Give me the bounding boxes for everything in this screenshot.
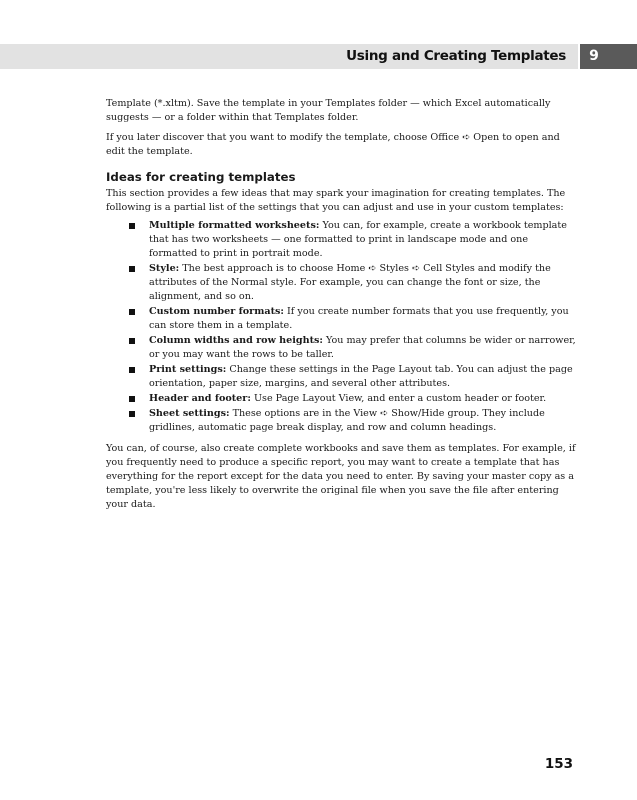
page-body: [106, 97, 578, 518]
list-item: [106, 334, 578, 362]
paragraph-closing: You can, of course, also create complete workbooks and save them as templates. For example, if you frequently need to produce a specific report, you may want to create a template that has everything for the report except for the data you need to enter. By saving your master copy as a template, you're less likely to overwrite the original file when you save the file after entering your data.: [106, 443, 576, 510]
list-item: [106, 305, 578, 333]
bullet-text: Change these settings in the Page Layout tab. You can adjust the page orientation, paper size, margins, and several other attributes.: [149, 364, 573, 389]
bullet-term: Custom number formats:: [149, 306, 284, 317]
section-heading: Ideas for creating templates: [106, 170, 296, 184]
list-item: [106, 392, 578, 406]
bullet-term: Header and footer:: [149, 393, 251, 404]
list-item: [106, 262, 578, 304]
bullet-square-icon: [129, 309, 135, 315]
bullet-term: Multiple formatted worksheets:: [149, 220, 320, 231]
paragraph-modify-template: If you later discover that you want to modify the template, choose Office ➪ Open to open and edit the template.: [106, 132, 560, 157]
bullet-square-icon: [129, 223, 135, 229]
bullet-square-icon: [129, 338, 135, 344]
bullet-text: Use Page Layout View, and enter a custom header or footer.: [250, 393, 547, 404]
list-item: [106, 363, 578, 391]
chapter-number: 9: [589, 48, 599, 64]
bullet-square-icon: [129, 396, 135, 402]
bullet-square-icon: [129, 266, 135, 272]
list-item: [106, 219, 578, 261]
bullet-term: Style:: [149, 263, 180, 274]
running-header-title: Using and Creating Templates: [346, 48, 566, 64]
bullet-term: Column widths and row heights:: [149, 335, 323, 346]
bullet-term: Print settings:: [149, 364, 227, 375]
bullet-text: If you create number formats that you use frequently, you can store them in a template.: [149, 306, 569, 331]
paragraph-save-template: Template (*.xltm). Save the template in your Templates folder — which Excel automatically suggests — or a folder within that Templates folder.: [106, 98, 551, 123]
bullet-text: The best approach is to choose Home ➪ Styles ➪ Cell Styles and modify the attributes of the Normal style. For example, you can change the font or size, the alignment, and so on.: [149, 263, 551, 302]
paragraph-intro: This section provides a few ideas that may spark your imagination for creating templates. The following is a partial list of the settings that you can adjust and use in your custom templates:: [106, 188, 566, 213]
bullet-text: You may prefer that columns be wider or narrower, or you may want the rows to be taller.: [149, 335, 576, 360]
bullet-square-icon: [129, 411, 135, 417]
bullet-square-icon: [129, 367, 135, 373]
bullet-text: These options are in the View ➪ Show/Hide group. They include gridlines, automatic page break display, and row and column headings.: [149, 408, 545, 433]
bullet-text: You can, for example, create a workbook template that has two worksheets — one formatted to print in landscape mode and one formatted to print in portrait mode.: [149, 220, 567, 259]
list-item: [106, 407, 578, 435]
settings-bullet-list: [106, 219, 578, 435]
bullet-term: Sheet settings:: [149, 408, 230, 419]
page-number: 153: [544, 756, 573, 772]
